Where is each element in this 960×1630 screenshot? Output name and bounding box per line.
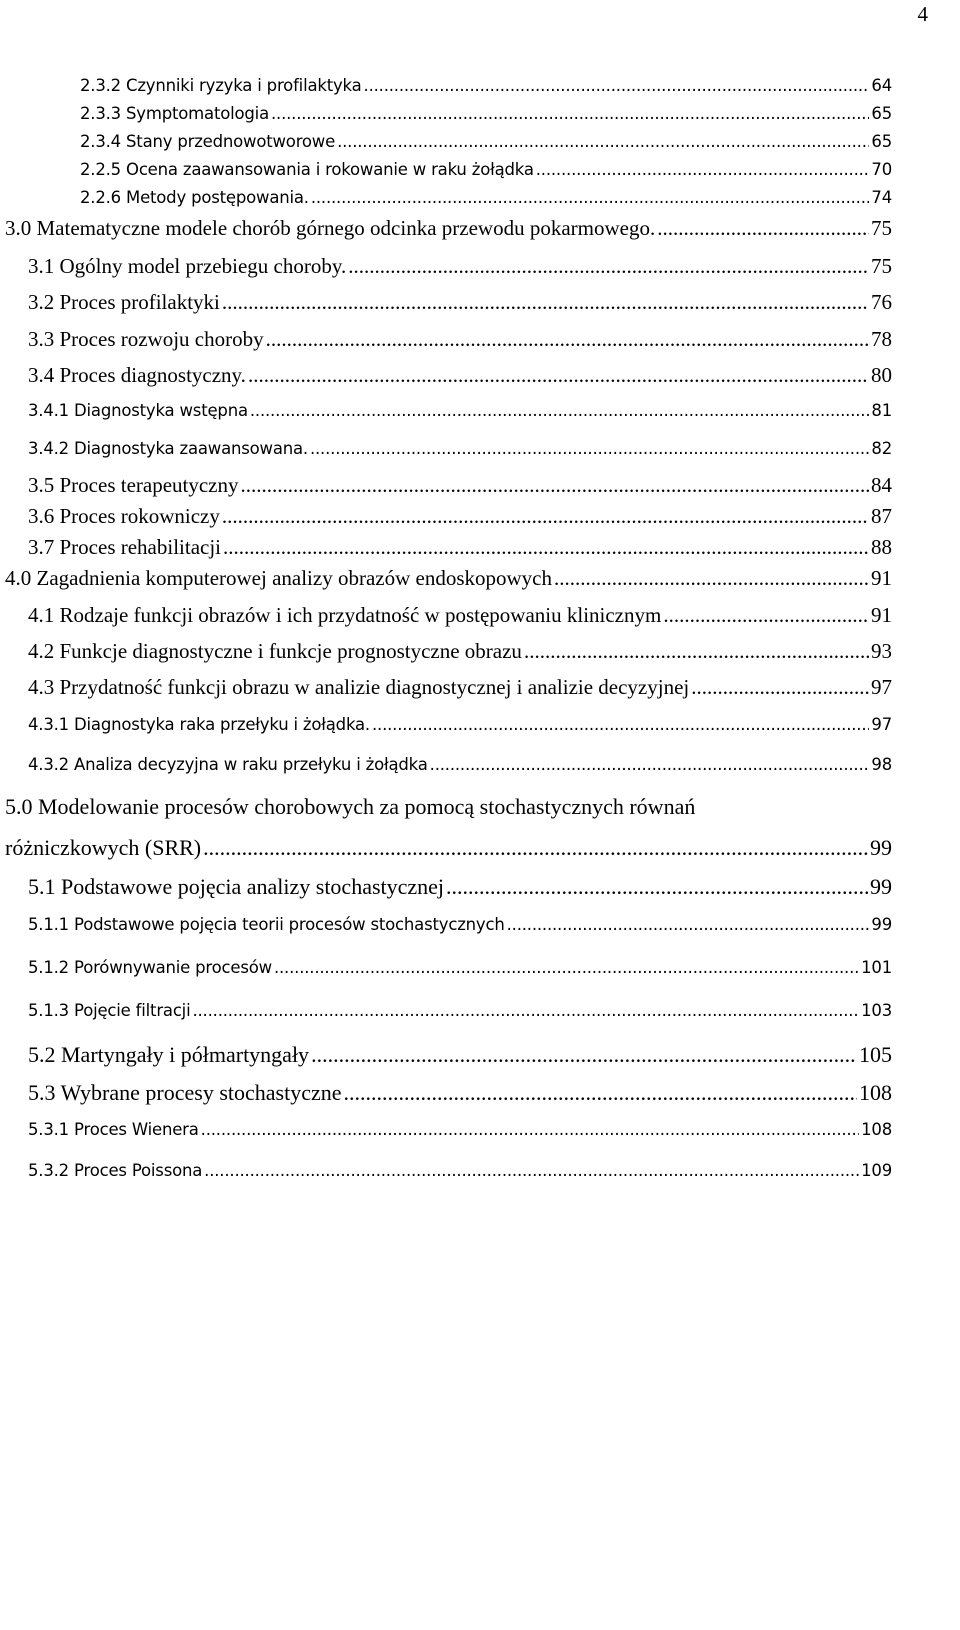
toc-page: 91	[871, 603, 892, 627]
toc-title: 3.3 Proces rozwoju choroby	[28, 327, 264, 351]
toc-leader	[430, 755, 870, 774]
toc-title: 3.1 Ogólny model przebiegu choroby.	[28, 254, 347, 278]
toc-title: 4.2 Funkcje diagnostyczne i funkcje prognostyczne obrazu	[28, 639, 522, 663]
toc-title: 3.4.2 Diagnostyka zaawansowana.	[28, 439, 308, 458]
toc-leader	[266, 327, 869, 352]
toc-leader	[271, 104, 869, 123]
toc-leader	[223, 535, 869, 560]
toc-title: 3.0 Matematyczne modele chorób górnego odcinka przewodu pokarmowego.	[5, 216, 656, 240]
toc-page: 76	[871, 290, 892, 314]
toc-title: 5.1 Podstawowe pojęcia analizy stochastycznej	[28, 874, 445, 899]
toc-leader	[536, 160, 870, 179]
toc-entry-5-1-3[interactable]	[28, 1001, 892, 1020]
toc-title: 2.3.4 Stany przednowotworowe	[80, 132, 336, 151]
toc-title: 2.2.6 Metody postępowania.	[80, 188, 309, 207]
toc-leader	[250, 401, 870, 420]
toc-title: 2.3.3 Symptomatologia	[80, 104, 269, 123]
toc-leader	[344, 1080, 858, 1106]
toc-leader	[446, 874, 868, 900]
toc-leader	[507, 915, 870, 934]
toc-page: 103	[861, 1001, 892, 1020]
toc-leader	[241, 473, 869, 498]
toc-page: 108	[861, 1120, 892, 1139]
toc-title: różniczkowych (SRR)	[5, 835, 202, 860]
toc-page: 81	[871, 401, 892, 420]
toc-page: 98	[871, 755, 892, 774]
toc-title: 3.6 Proces rokowniczy	[28, 504, 220, 528]
toc-title: 3.2 Proces profilaktyki	[28, 290, 220, 314]
toc-entry-3-5[interactable]	[28, 473, 892, 498]
toc-leader	[222, 290, 869, 315]
toc-leader	[657, 216, 869, 241]
toc-entry-4-3-2[interactable]	[28, 755, 892, 774]
toc-leader	[524, 639, 869, 664]
toc-entry-3-0[interactable]	[5, 216, 892, 241]
toc-entry-5-3-1[interactable]	[28, 1120, 892, 1139]
toc-page: 109	[861, 1161, 892, 1177]
toc-page: 97	[871, 675, 892, 699]
toc-entry-5-3-2[interactable]	[28, 1161, 892, 1177]
toc-page: 84	[871, 473, 892, 497]
toc-page: 99	[870, 874, 892, 899]
toc-page: 70	[871, 160, 892, 179]
toc-leader	[274, 958, 859, 977]
toc-leader	[310, 439, 869, 458]
toc-title: 5.1.2 Porównywanie procesów	[28, 958, 272, 977]
toc-page: 93	[871, 639, 892, 663]
toc-title: 2.3.2 Czynniki ryzyka i profilaktyka	[80, 76, 362, 95]
toc-page: 99	[870, 835, 892, 860]
toc-title: 4.1 Rodzaje funkcji obrazów i ich przydatność w postępowaniu klinicznym	[28, 603, 662, 627]
toc-entry-5-2[interactable]	[28, 1042, 892, 1068]
toc-entry-5-0-line1[interactable]	[5, 794, 695, 820]
toc-leader	[364, 76, 870, 95]
toc-page: 82	[871, 439, 892, 458]
toc-title: 5.1.3 Pojęcie filtracji	[28, 1001, 191, 1020]
toc-entry-5-1[interactable]	[28, 874, 892, 900]
toc-page: 64	[871, 76, 892, 95]
toc-leader	[348, 254, 869, 279]
toc-title: 5.0 Modelowanie procesów chorobowych za pomocą stochastycznych równań	[5, 794, 696, 819]
toc-leader	[554, 566, 869, 591]
toc-entry-2-2-5[interactable]	[80, 160, 892, 179]
toc-entry-3-7[interactable]	[28, 535, 892, 560]
toc-title: 5.2 Martyngały i półmartyngały	[28, 1042, 310, 1067]
toc-page: 87	[871, 504, 892, 528]
toc-leader	[204, 1161, 859, 1177]
toc-page: 74	[871, 188, 892, 207]
toc-title: 3.5 Proces terapeutyczny	[28, 473, 239, 497]
toc-entry-2-2-6[interactable]	[80, 188, 892, 207]
page-number: 4	[917, 2, 928, 26]
toc-entry-3-4-1[interactable]	[28, 401, 892, 420]
toc-entry-3-1[interactable]	[28, 254, 892, 279]
toc-entry-4-0[interactable]	[5, 566, 892, 591]
toc-entry-3-3[interactable]	[28, 327, 892, 352]
toc-title: 3.4.1 Diagnostyka wstępna	[28, 401, 248, 420]
toc-leader	[691, 675, 869, 700]
toc-entry-2-3-3[interactable]	[80, 104, 892, 123]
toc-entry-5-0[interactable]	[5, 835, 892, 861]
toc-title: 5.3.2 Proces Poissona	[28, 1161, 203, 1177]
toc-page: 97	[871, 715, 892, 734]
toc-leader	[192, 1001, 859, 1020]
toc-entry-4-3-1[interactable]	[28, 715, 892, 734]
toc-title: 3.4 Proces diagnostyczny.	[28, 363, 246, 387]
toc-entry-3-4[interactable]	[28, 363, 892, 388]
toc-entry-5-3[interactable]	[28, 1080, 892, 1106]
toc-page: 65	[871, 132, 892, 151]
toc-page: 80	[871, 363, 892, 387]
toc-title: 4.3.2 Analiza decyzyjna w raku przełyku i żołądka	[28, 755, 428, 774]
toc-entry-5-1-2[interactable]	[28, 958, 892, 977]
toc-page: 75	[871, 216, 892, 240]
toc-page: 99	[871, 915, 892, 934]
toc-title: 4.3 Przydatność funkcji obrazu w analizie diagnostycznej i analizie decyzyjnej	[28, 675, 690, 699]
toc-page: 78	[871, 327, 892, 351]
toc-leader	[311, 188, 870, 207]
toc-leader	[372, 715, 869, 734]
toc-title: 4.0 Zagadnienia komputerowej analizy obrazów endoskopowych	[5, 566, 552, 590]
toc-entry-2-3-4[interactable]	[80, 132, 892, 151]
toc-entry-4-3[interactable]	[28, 675, 892, 700]
toc-page: 65	[871, 104, 892, 123]
toc-entry-5-1-1[interactable]	[28, 915, 892, 934]
toc-leader	[248, 363, 869, 388]
toc-title: 4.3.1 Diagnostyka raka przełyku i żołądka.	[28, 715, 370, 734]
toc-leader	[222, 504, 869, 529]
toc-leader	[201, 1120, 859, 1139]
toc-entry-4-2[interactable]	[28, 639, 892, 664]
toc-page: 91	[871, 566, 892, 590]
toc-page: 88	[871, 535, 892, 559]
toc-entry-2-3-2[interactable]	[80, 76, 892, 95]
toc-entry-3-6[interactable]	[28, 504, 892, 529]
toc-entry-4-1[interactable]	[28, 603, 892, 628]
toc-leader	[663, 603, 869, 628]
toc-title: 5.3.1 Proces Wienera	[28, 1120, 199, 1139]
toc-title: 2.2.5 Ocena zaawansowania i rokowanie w raku żołądka	[80, 160, 534, 179]
toc-page: 108	[859, 1080, 892, 1105]
toc-leader	[311, 1042, 857, 1068]
toc-page: 105	[859, 1042, 892, 1067]
toc-page: 75	[871, 254, 892, 278]
toc-entry-3-4-2[interactable]	[28, 439, 892, 458]
toc-title: 3.7 Proces rehabilitacji	[28, 535, 222, 559]
toc-title: 5.3 Wybrane procesy stochastyczne	[28, 1080, 342, 1105]
toc-entry-3-2[interactable]	[28, 290, 892, 315]
toc-leader	[337, 132, 869, 151]
toc-page: 101	[861, 958, 892, 977]
toc-title: 5.1.1 Podstawowe pojęcia teorii procesów stochastycznych	[28, 915, 505, 934]
toc-leader	[203, 835, 868, 861]
